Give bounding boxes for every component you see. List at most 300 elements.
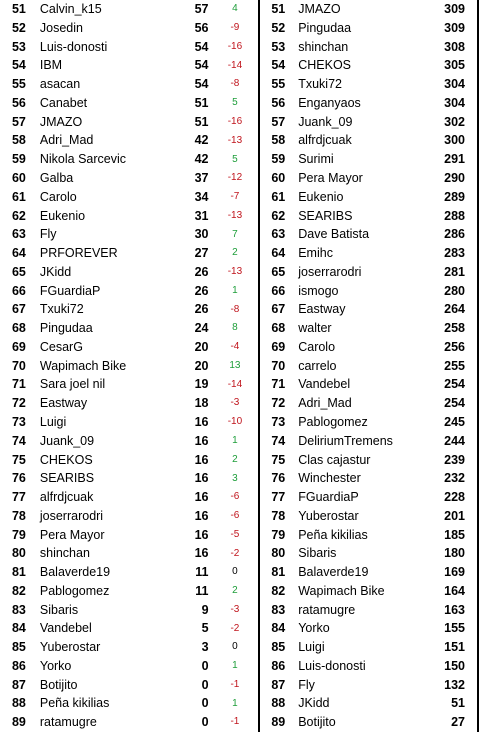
table-row [0, 507, 478, 526]
right-points: 283 [427, 244, 478, 263]
table-row [0, 281, 478, 300]
right-player-name: walter [298, 321, 332, 336]
left-position: 60 [11, 171, 26, 186]
right-position: 63 [259, 225, 296, 244]
left-position: 54 [11, 58, 26, 73]
left-player-name: Pingudaa [39, 321, 93, 336]
left-position: 83 [11, 602, 26, 617]
left-player-name: Vandebel [39, 621, 92, 636]
left-points: 57 [194, 2, 209, 17]
left-points-change: -4 [230, 341, 240, 353]
right-points: 309 [427, 19, 478, 38]
left-player-name: Carolo [39, 189, 77, 204]
right-position: 59 [259, 150, 296, 169]
right-position: 66 [259, 281, 296, 300]
left-position: 51 [11, 2, 26, 17]
left-player-name: Sara joel nil [39, 377, 106, 392]
left-player-name: IBM [39, 58, 63, 73]
right-player-name: Pablogomez [298, 414, 368, 429]
right-position: 54 [259, 56, 296, 75]
left-points: 27 [194, 246, 209, 261]
table-row [0, 319, 478, 338]
left-position: 65 [11, 264, 26, 279]
right-player-name: Sibaris [298, 546, 337, 561]
left-points-change: -13 [227, 209, 243, 221]
right-position: 89 [259, 713, 296, 732]
left-player-name: Nikola Sarcevic [39, 152, 127, 167]
left-position: 81 [11, 565, 26, 580]
table-row [0, 244, 478, 263]
left-points-change: 2 [232, 247, 238, 259]
table-row [0, 375, 478, 394]
right-position: 71 [259, 375, 296, 394]
left-player-name: Pablogomez [39, 583, 110, 598]
table-row [0, 488, 478, 507]
right-player-name: shinchan [298, 39, 349, 54]
left-player-name: Eukenio [39, 208, 86, 223]
right-points: 308 [427, 38, 478, 57]
left-points-change: 4 [232, 3, 238, 15]
left-points: 0 [201, 696, 209, 711]
left-points-change: -8 [230, 303, 240, 315]
right-position: 56 [259, 94, 296, 113]
right-player-name: Yuberostar [298, 508, 359, 523]
right-position: 79 [259, 525, 296, 544]
right-player-name: Eukenio [298, 189, 344, 204]
right-points: 185 [427, 525, 478, 544]
right-player-name: Luis-donosti [298, 658, 366, 673]
right-player-name: alfrdjcuak [298, 133, 352, 148]
left-player-name: CHEKOS [39, 452, 93, 467]
left-points: 30 [194, 227, 209, 242]
left-points: 26 [194, 264, 209, 279]
left-points-change: -2 [230, 622, 240, 634]
table-row [0, 676, 478, 695]
left-player-name: CesarG [39, 339, 83, 354]
right-points: 300 [427, 131, 478, 150]
right-points: 132 [427, 676, 478, 695]
left-points-change: -6 [230, 510, 240, 522]
right-points: 264 [427, 300, 478, 319]
left-player-name: Botijito [39, 677, 78, 692]
left-points-change: -5 [230, 528, 240, 540]
left-points-change: -1 [230, 678, 240, 690]
table-row [0, 601, 478, 620]
right-points: 239 [427, 450, 478, 469]
left-position: 74 [11, 433, 26, 448]
left-points-change: -1 [230, 716, 240, 728]
right-position: 73 [259, 413, 296, 432]
left-points-change: -14 [227, 378, 243, 390]
right-player-name: DeliriumTremens [298, 433, 393, 448]
left-points-change: -3 [230, 397, 240, 409]
left-points: 0 [201, 658, 209, 673]
table-row [0, 94, 478, 113]
left-points: 16 [194, 508, 209, 523]
right-player-name: Fly [298, 677, 315, 692]
left-player-name: Adri_Mad [39, 133, 94, 148]
left-player-name: Josedin [39, 20, 83, 35]
left-position: 71 [11, 377, 26, 392]
table-row [0, 713, 478, 732]
right-points: 280 [427, 281, 478, 300]
right-position: 51 [259, 0, 296, 19]
left-player-name: Luigi [39, 414, 67, 429]
left-points: 54 [194, 77, 209, 92]
left-points-change: -16 [227, 40, 243, 52]
right-position: 86 [259, 657, 296, 676]
right-position: 77 [259, 488, 296, 507]
left-position: 66 [11, 283, 26, 298]
left-points-change: -7 [230, 191, 240, 203]
table-row [0, 525, 478, 544]
right-position: 57 [259, 113, 296, 132]
right-position: 61 [259, 188, 296, 207]
left-points-change: -12 [227, 172, 243, 184]
table-row [0, 450, 478, 469]
right-player-name: Vandebel [298, 377, 351, 392]
left-player-name: JMAZO [39, 114, 83, 129]
left-points: 11 [195, 583, 209, 598]
left-position: 63 [11, 227, 26, 242]
table-row [0, 263, 478, 282]
left-points-change: -14 [227, 59, 243, 71]
left-position: 61 [11, 189, 26, 204]
right-position: 74 [259, 432, 296, 451]
left-position: 75 [11, 452, 26, 467]
right-points: 163 [427, 601, 478, 620]
left-points: 16 [194, 414, 209, 429]
right-points: 290 [427, 169, 478, 188]
table-row [0, 150, 478, 169]
table-row [0, 225, 478, 244]
left-position: 64 [11, 246, 26, 261]
left-position: 79 [11, 527, 26, 542]
left-position: 73 [11, 414, 26, 429]
table-row [0, 638, 478, 657]
left-points: 24 [194, 321, 209, 336]
right-player-name: CHEKOS [298, 58, 352, 73]
left-points: 11 [195, 565, 209, 580]
right-position: 78 [259, 507, 296, 526]
right-points: 201 [427, 507, 478, 526]
left-player-name: Wapimach Bike [39, 358, 127, 373]
left-points-change: 5 [232, 97, 238, 109]
right-position: 80 [259, 544, 296, 563]
table-row [0, 38, 478, 57]
left-points-change: -10 [227, 416, 243, 428]
left-points: 19 [194, 377, 209, 392]
left-points: 51 [194, 114, 209, 129]
left-points-change: 7 [232, 228, 238, 240]
left-points: 16 [194, 490, 209, 505]
right-position: 67 [259, 300, 296, 319]
left-points: 56 [194, 20, 209, 35]
left-points-change: 1 [232, 434, 238, 446]
right-points: 254 [427, 394, 478, 413]
left-position: 59 [11, 152, 26, 167]
left-points: 16 [194, 452, 209, 467]
left-position: 77 [11, 490, 26, 505]
left-position: 55 [11, 77, 26, 92]
left-points-change: 5 [232, 153, 238, 165]
right-player-name: Pingudaa [298, 20, 352, 35]
right-position: 85 [259, 638, 296, 657]
left-points: 34 [194, 189, 209, 204]
table-row [0, 563, 478, 582]
left-points-change: -16 [227, 115, 243, 127]
left-points: 16 [194, 546, 209, 561]
right-points: 258 [427, 319, 478, 338]
right-player-name: Peña kikilias [298, 527, 368, 542]
right-position: 84 [259, 619, 296, 638]
right-position: 69 [259, 338, 296, 357]
left-position: 72 [11, 396, 26, 411]
left-points-change: 1 [232, 697, 238, 709]
left-points: 16 [194, 433, 209, 448]
right-position: 58 [259, 131, 296, 150]
right-player-name: Carolo [298, 339, 336, 354]
left-points-change: -13 [227, 134, 243, 146]
right-player-name: JKidd [298, 696, 330, 711]
right-player-name: ismogo [298, 283, 339, 298]
right-points: 255 [427, 357, 478, 376]
left-player-name: FGuardiaP [39, 283, 101, 298]
left-player-name: Pera Mayor [39, 527, 105, 542]
left-position: 76 [11, 471, 26, 486]
table-row [0, 694, 478, 713]
left-player-name: shinchan [39, 546, 90, 561]
right-position: 52 [259, 19, 296, 38]
right-points: 180 [427, 544, 478, 563]
left-player-name: PRFOREVER [39, 246, 118, 261]
left-position: 69 [11, 339, 26, 354]
left-points: 16 [194, 471, 209, 486]
left-points: 16 [194, 527, 209, 542]
left-points: 0 [201, 715, 209, 730]
left-player-name: SEARIBS [39, 471, 95, 486]
right-points: 27 [427, 713, 478, 732]
right-position: 68 [259, 319, 296, 338]
table-row [0, 0, 478, 19]
left-position: 68 [11, 321, 26, 336]
right-player-name: Emihc [298, 246, 333, 261]
left-player-name: Luis-donosti [39, 39, 108, 54]
left-player-name: Sibaris [39, 602, 79, 617]
right-points: 305 [427, 56, 478, 75]
left-points-change: -8 [230, 78, 240, 90]
left-position: 58 [11, 133, 26, 148]
left-points: 37 [194, 171, 209, 186]
left-points-change: -3 [230, 603, 240, 615]
table-row [0, 394, 478, 413]
table-row [0, 75, 478, 94]
left-points: 42 [194, 133, 209, 148]
left-points: 20 [194, 339, 209, 354]
left-points: 20 [194, 358, 209, 373]
left-points: 54 [194, 58, 209, 73]
right-position: 87 [259, 676, 296, 695]
left-points-change: -6 [230, 491, 240, 503]
left-points: 26 [194, 283, 209, 298]
right-player-name: Luigi [298, 640, 325, 655]
left-points-change: -2 [230, 547, 240, 559]
right-points: 309 [427, 0, 478, 19]
right-position: 60 [259, 169, 296, 188]
table-row [0, 619, 478, 638]
right-points: 150 [427, 657, 478, 676]
right-points: 286 [427, 225, 478, 244]
right-player-name: Botijito [298, 715, 336, 730]
right-position: 88 [259, 694, 296, 713]
right-points: 256 [427, 338, 478, 357]
left-player-name: Galba [39, 171, 74, 186]
left-position: 67 [11, 302, 26, 317]
left-player-name: Canabet [39, 95, 88, 110]
right-position: 82 [259, 582, 296, 601]
table-row [0, 169, 478, 188]
left-player-name: joserrarodri [39, 508, 104, 523]
right-player-name: carrelo [298, 358, 337, 373]
table-row [0, 131, 478, 150]
left-position: 62 [11, 208, 26, 223]
right-position: 62 [259, 206, 296, 225]
right-player-name: Eastway [298, 302, 346, 317]
right-player-name: Yorko [298, 621, 330, 636]
right-points: 289 [427, 188, 478, 207]
right-points: 228 [427, 488, 478, 507]
right-position: 75 [259, 450, 296, 469]
right-position: 65 [259, 263, 296, 282]
left-points: 42 [194, 152, 209, 167]
table-row [0, 582, 478, 601]
left-points-change: 1 [232, 660, 238, 672]
left-player-name: Yuberostar [39, 640, 101, 655]
left-position: 84 [11, 621, 26, 636]
right-player-name: Enganyaos [298, 95, 361, 110]
right-position: 83 [259, 601, 296, 620]
left-points-change: 3 [232, 472, 238, 484]
left-position: 52 [11, 20, 26, 35]
right-points: 51 [427, 694, 478, 713]
left-position: 89 [11, 715, 26, 730]
left-points-change: 1 [232, 284, 238, 296]
right-position: 72 [259, 394, 296, 413]
left-player-name: Eastway [39, 396, 88, 411]
left-position: 53 [11, 39, 26, 54]
table-row [0, 357, 478, 376]
right-player-name: JMAZO [298, 2, 341, 17]
right-player-name: Balaverde19 [298, 565, 369, 580]
right-player-name: Txuki72 [298, 77, 342, 92]
right-player-name: Surimi [298, 152, 334, 167]
left-points: 54 [194, 39, 209, 54]
left-position: 88 [11, 696, 26, 711]
left-points-change: -13 [227, 266, 243, 278]
right-points: 169 [427, 563, 478, 582]
table-row [0, 413, 478, 432]
right-position: 53 [259, 38, 296, 57]
right-position: 76 [259, 469, 296, 488]
table-row [0, 188, 478, 207]
table-row [0, 56, 478, 75]
right-points: 164 [427, 582, 478, 601]
table-row [0, 657, 478, 676]
left-points: 3 [201, 640, 209, 655]
left-position: 82 [11, 583, 26, 598]
left-points-change: 0 [232, 566, 238, 578]
left-position: 70 [11, 358, 26, 373]
right-position: 64 [259, 244, 296, 263]
right-position: 81 [259, 563, 296, 582]
right-points: 151 [427, 638, 478, 657]
left-player-name: Balaverde19 [39, 565, 111, 580]
table-row [0, 469, 478, 488]
left-player-name: JKidd [39, 264, 72, 279]
right-player-name: Winchester [298, 471, 361, 486]
right-player-name: Juank_09 [298, 114, 353, 129]
left-player-name: Peña kikilias [39, 696, 110, 711]
left-position: 56 [11, 95, 26, 110]
right-points: 304 [427, 94, 478, 113]
left-points: 9 [201, 602, 209, 617]
left-player-name: Fly [39, 227, 57, 242]
left-points: 5 [201, 621, 209, 636]
right-player-name: FGuardiaP [298, 490, 359, 505]
left-points: 0 [201, 677, 209, 692]
left-player-name: alfrdjcuak [39, 490, 94, 505]
left-position: 57 [11, 114, 26, 129]
right-player-name: Clas cajastur [298, 452, 371, 467]
right-points: 288 [427, 206, 478, 225]
right-player-name: Adri_Mad [298, 396, 352, 411]
left-position: 80 [11, 546, 26, 561]
right-player-name: Wapimach Bike [298, 583, 385, 598]
right-player-name: ratamugre [298, 602, 356, 617]
left-position: 85 [11, 640, 26, 655]
right-points: 232 [427, 469, 478, 488]
table-row [0, 544, 478, 563]
left-points: 18 [194, 396, 209, 411]
left-position: 87 [11, 677, 26, 692]
table-row [0, 300, 478, 319]
left-points-change: 2 [232, 453, 238, 465]
right-position: 70 [259, 357, 296, 376]
left-player-name: asacan [39, 77, 81, 92]
right-points: 155 [427, 619, 478, 638]
left-points: 51 [194, 95, 209, 110]
right-player-name: Pera Mayor [298, 171, 363, 186]
left-player-name: Yorko [39, 658, 72, 673]
table-row [0, 338, 478, 357]
left-position: 86 [11, 658, 26, 673]
right-points: 244 [427, 432, 478, 451]
right-position: 55 [259, 75, 296, 94]
left-points-change: 13 [229, 359, 241, 371]
table-row [0, 432, 478, 451]
left-points-change: 2 [232, 585, 238, 597]
left-player-name: Juank_09 [39, 433, 95, 448]
table-row [0, 113, 478, 132]
right-points: 302 [427, 113, 478, 132]
right-player-name: joserrarodri [298, 264, 362, 279]
left-points-change: -9 [230, 22, 240, 34]
left-player-name: Txuki72 [39, 302, 84, 317]
left-position: 78 [11, 508, 26, 523]
right-player-name: Dave Batista [298, 227, 370, 242]
table-row [0, 19, 478, 38]
left-player-name: ratamugre [39, 715, 97, 730]
